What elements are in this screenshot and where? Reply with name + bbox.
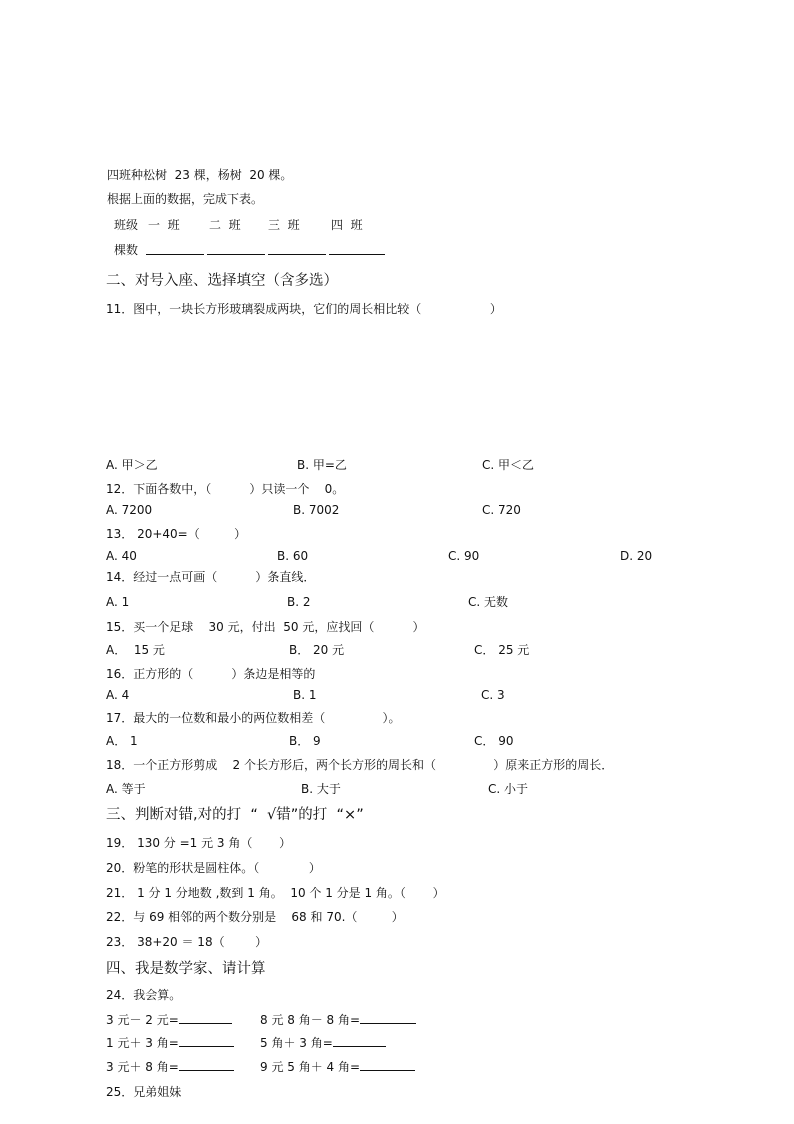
intro-line-1: 四班种松树 23 棵，杨树 20 棵。	[107, 168, 293, 182]
q24-row1-right-text: 8 元 8 角－ 8 角=	[260, 1013, 361, 1027]
q15-stem: 15．买一个足球 30 元，付出 50 元，应找回（ ）	[106, 620, 425, 634]
section-4-heading: 四、我是数学家、请计算	[106, 961, 266, 977]
count-blank-2[interactable]	[207, 244, 265, 255]
q15-option-c: C． 25 元	[474, 643, 530, 657]
q24-row2-right-text: 5 角＋ 3 角=	[260, 1036, 333, 1050]
intro-line-2: 根据上面的数据，完成下表。	[107, 192, 264, 206]
q19-stem: 19． 130 分 =1 元 3 角（ ）	[106, 836, 292, 850]
q24-row1-left-blank[interactable]	[179, 1013, 232, 1024]
q24-row3-left-blank[interactable]	[179, 1060, 234, 1071]
q13-option-d: D. 20	[620, 549, 653, 563]
q24-row3-left-text: 3 元＋ 8 角=	[106, 1060, 179, 1074]
table-class-4: 四 班	[331, 218, 363, 232]
q12-option-c: C. 720	[482, 503, 521, 517]
q22-stem: 22．与 69 相邻的两个数分别是 68 和 70.（ ）	[106, 910, 404, 924]
q17-option-c: C． 90	[474, 734, 514, 748]
q16-option-a: A. 4	[106, 688, 130, 702]
q15-option-a: A． 15 元	[106, 643, 165, 657]
q12-option-b: B. 7002	[293, 503, 340, 517]
q24-row3-right-blank[interactable]	[360, 1060, 415, 1071]
q20-stem: 20．粉笔的形状是圆柱体。（ ）	[106, 861, 321, 875]
q24-stem: 24．我会算。	[106, 988, 182, 1002]
q24-row2-left-text: 1 元＋ 3 角=	[106, 1036, 179, 1050]
q17-option-b: B． 9	[289, 734, 321, 748]
q18-option-a: A. 等于	[106, 782, 146, 796]
q24-row1-right-blank[interactable]	[360, 1013, 416, 1024]
q24-row1-left	[106, 1013, 232, 1027]
q21-stem: 21． 1 分 1 分地数 ,数到 1 角。 10 个 1 分是 1 角。（ ）	[106, 886, 445, 900]
q24-row2-right	[260, 1036, 386, 1050]
q24-row3-left	[106, 1060, 234, 1074]
table-class-2: 二 班	[209, 218, 241, 232]
q16-option-b: B. 1	[293, 688, 317, 702]
table-class-3: 三 班	[268, 218, 300, 232]
q17-option-a: A． 1	[106, 734, 138, 748]
table-header-label: 班级	[114, 218, 139, 232]
q24-row2-left-blank[interactable]	[179, 1036, 234, 1047]
q25-stem: 25．兄弟姐妹	[106, 1085, 182, 1099]
q18-option-c: C. 小于	[488, 782, 529, 796]
q11-option-b: B. 甲=乙	[297, 458, 347, 472]
q24-row3-right-text: 9 元 5 角＋ 4 角=	[260, 1060, 361, 1074]
q15-option-b: B． 20 元	[289, 643, 345, 657]
q18-stem: 18．一个正方形剪成 2 个长方形后，两个长方形的周长和（ ）原来正方形的周长．	[106, 758, 614, 772]
section-2-heading: 二、对号入座、选择填空（含多选）	[106, 273, 338, 289]
q18-option-b: B. 大于	[301, 782, 341, 796]
q23-stem: 23． 38+20 ＝ 18（ ）	[106, 935, 268, 949]
q11-option-c: C. 甲＜乙	[482, 458, 535, 472]
count-blank-3[interactable]	[268, 244, 326, 255]
q17-stem: 17．最大的一位数和最小的两位数相差（ ）。	[106, 711, 401, 725]
q13-stem: 13． 20+40=（ ）	[106, 527, 247, 541]
q12-option-a: A. 7200	[106, 503, 153, 517]
q24-row2-right-blank[interactable]	[333, 1036, 386, 1047]
q14-option-a: A. 1	[106, 595, 130, 609]
q24-row1-right	[260, 1013, 416, 1027]
table-class-1: 一 班	[148, 218, 180, 232]
q11-option-a: A. 甲＞乙	[106, 458, 158, 472]
q12-stem: 12．下面各数中，（ ）只读一个 0。	[106, 482, 345, 496]
q24-row3-right	[260, 1060, 415, 1074]
q13-option-c: C. 90	[448, 549, 480, 563]
q11-stem: 11．图中，一块长方形玻璃裂成两块，它们的周长相比较（ ）	[106, 302, 502, 316]
count-blank-1[interactable]	[146, 244, 204, 255]
table-row-label: 棵数	[114, 243, 139, 257]
q14-option-b: B. 2	[287, 595, 311, 609]
q16-option-c: C. 3	[481, 688, 505, 702]
q13-option-a: A. 40	[106, 549, 137, 563]
q13-option-b: B. 60	[277, 549, 309, 563]
q24-row1-left-text: 3 元－ 2 元=	[106, 1013, 179, 1027]
q14-option-c: C. 无数	[468, 595, 509, 609]
q16-stem: 16．正方形的（ ）条边是相等的	[106, 667, 316, 681]
count-blank-4[interactable]	[329, 244, 385, 255]
section-3-heading: 三、判断对错,对的打 “ √错”的打 “×”	[106, 807, 364, 823]
q14-stem: 14．经过一点可画（ ）条直线．	[106, 570, 316, 584]
q24-row2-left	[106, 1036, 234, 1050]
